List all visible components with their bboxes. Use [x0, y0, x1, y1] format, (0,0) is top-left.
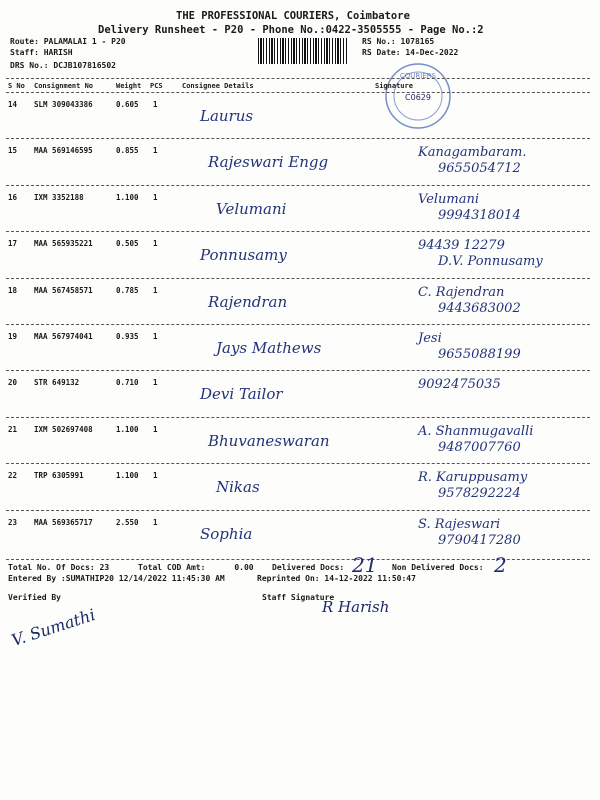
rs-number: RS No.: 1078165 — [362, 37, 435, 46]
stamp-code: C0629 — [405, 93, 431, 102]
non-delivered-docs: Non Delivered Docs: — [392, 563, 484, 572]
row-consignment-no: MAA 565935221 — [34, 239, 93, 249]
row-consignee: Sophia — [200, 524, 253, 543]
row-sno: 19 — [8, 332, 18, 341]
row-pcs: 1 — [153, 146, 158, 156]
row-pcs: 1 — [153, 285, 158, 295]
row-separator — [6, 278, 590, 279]
row-signature-line2: D.V. Ponnusamy — [438, 254, 543, 270]
drs-number: DRS No.: DCJB107816502 — [10, 61, 116, 70]
row-signature-line2: 9655088199 — [438, 347, 521, 362]
reprinted-on: Reprinted On: 14-12-2022 11:50:47 — [257, 574, 416, 583]
row-consignee: Ponnusamy — [200, 246, 287, 265]
row-consignee: Jays Mathews — [216, 339, 322, 357]
row-consignee: Velumani — [216, 199, 287, 218]
row-separator — [6, 463, 590, 464]
row-sno: 16 — [8, 192, 18, 202]
courier-stamp — [382, 60, 454, 132]
row-signature-line1: A. Shanmugavalli — [418, 423, 534, 439]
col-weight: Weight — [116, 82, 142, 90]
row-pcs: 1 — [153, 239, 158, 249]
col-consignee: Consignee Details — [182, 82, 254, 90]
row-signature-line2: 9655054712 — [438, 161, 521, 177]
runsheet-title: Delivery Runsheet - P20 - Phone No.:0422-3505555 - Page No.:2 — [98, 24, 484, 36]
rs-date: RS Date: 14-Dec-2022 — [362, 48, 459, 57]
entered-by: Entered By :SUMATHIP20 12/14/2022 11:45:30 AM — [8, 574, 225, 583]
row-sno: 14 — [8, 100, 18, 109]
row-weight: 1.100 — [116, 192, 139, 202]
col-consignment: Consignment No — [34, 82, 94, 90]
row-pcs: 1 — [153, 471, 158, 481]
row-consignee: Rajendran — [208, 292, 288, 311]
row-signature-line2: 9443683002 — [438, 300, 521, 316]
row-signature-line1: 94439 12279 — [418, 238, 505, 254]
delivered-docs: Delivered Docs: — [272, 563, 345, 572]
verifier-signature: V. Sumathi — [9, 605, 98, 650]
row-signature-line2: 9790417280 — [438, 532, 521, 548]
row-pcs: 1 — [153, 517, 158, 527]
row-signature-line1: Velumani — [418, 191, 480, 207]
row-signature-line2: 9487007760 — [438, 439, 521, 455]
row-signature-line1: Kanagambaram. — [418, 145, 527, 161]
row-signature-line1: R. Karuppusamy — [418, 470, 528, 486]
row-separator — [6, 510, 590, 511]
row-consignment-no: MAA 569365717 — [34, 517, 93, 527]
verified-by-label: Verified By — [8, 593, 61, 602]
row-separator — [6, 231, 590, 232]
row-weight: 0.710 — [116, 378, 139, 388]
row-weight: 0.505 — [116, 239, 139, 249]
row-signature-line2: 9994318014 — [438, 207, 521, 223]
barcode — [258, 38, 348, 64]
row-consignment-no: MAA 567458571 — [34, 285, 93, 295]
row-signature-line1: S. Rajeswari — [418, 516, 501, 532]
row-signature-line1: Jesi — [418, 331, 442, 346]
row-consignment-no: IXM 3352188 — [34, 192, 84, 202]
row-weight: 0.855 — [116, 146, 139, 156]
row-consignment-no: IXM 502697408 — [34, 424, 93, 434]
row-sno: 18 — [8, 285, 18, 295]
row-separator — [6, 324, 590, 325]
row-pcs: 1 — [153, 100, 158, 109]
non-delivered-docs-value: 2 — [494, 553, 507, 577]
row-sno: 21 — [8, 424, 18, 434]
row-consignee: Nikas — [216, 478, 260, 497]
staff-signature: R Harish — [322, 598, 390, 616]
col-sno: S No — [8, 82, 25, 90]
col-signature: Signature — [375, 82, 413, 90]
row-weight: 0.785 — [116, 285, 139, 295]
row-sno: 22 — [8, 471, 18, 481]
row-separator — [6, 185, 590, 186]
row-signature-line1: 9092475035 — [418, 377, 501, 393]
row-sno: 20 — [8, 378, 18, 388]
row-consignment-no: MAA 569146595 — [34, 146, 93, 156]
row-signature-line1: C. Rajendran — [418, 284, 505, 300]
table-top-rule — [6, 78, 590, 79]
row-consignee: Rajeswari Engg — [208, 153, 329, 172]
row-weight: 0.935 — [116, 332, 139, 341]
row-sno: 23 — [8, 517, 18, 527]
row-consignment-no: SLM 309043386 — [34, 100, 93, 109]
row-separator — [6, 138, 590, 139]
row-separator — [6, 370, 590, 371]
row-consignment-no: MAA 567974041 — [34, 332, 93, 341]
delivered-docs-value: 21 — [352, 553, 378, 577]
row-consignment-no: STR 649132 — [34, 378, 80, 388]
row-weight: 2.550 — [116, 517, 139, 527]
row-sno: 15 — [8, 146, 18, 156]
col-pcs: PCS — [150, 82, 163, 90]
table-header-rule — [6, 92, 590, 93]
row-pcs: 1 — [153, 192, 158, 202]
staff-signature-label: Staff Signature — [262, 593, 335, 602]
company-name: THE PROFESSIONAL COURIERS, Coimbatore — [176, 10, 410, 22]
row-consignee: Bhuvaneswaran — [208, 431, 330, 450]
row-consignee: Devi Tailor — [200, 385, 283, 404]
row-signature-line2: 9578292224 — [438, 486, 521, 502]
row-sno: 17 — [8, 239, 18, 249]
row-pcs: 1 — [153, 424, 158, 434]
staff-label: Staff: HARISH — [10, 48, 73, 57]
total-cod: Total COD Amt: 0.00 — [138, 563, 254, 572]
row-pcs: 1 — [153, 378, 158, 388]
route-label: Route: PALAMALAI 1 - P20 — [10, 37, 126, 46]
total-docs: Total No. Of Docs: 23 — [8, 563, 110, 572]
row-consignment-no: TRP 6305991 — [34, 471, 84, 481]
row-separator — [6, 417, 590, 418]
stamp-text: COURIERS — [399, 72, 437, 80]
row-weight: 1.100 — [116, 471, 139, 481]
row-weight: 0.605 — [116, 100, 139, 109]
row-weight: 1.100 — [116, 424, 139, 434]
row-consignee: Laurus — [200, 107, 254, 125]
row-pcs: 1 — [153, 332, 158, 341]
